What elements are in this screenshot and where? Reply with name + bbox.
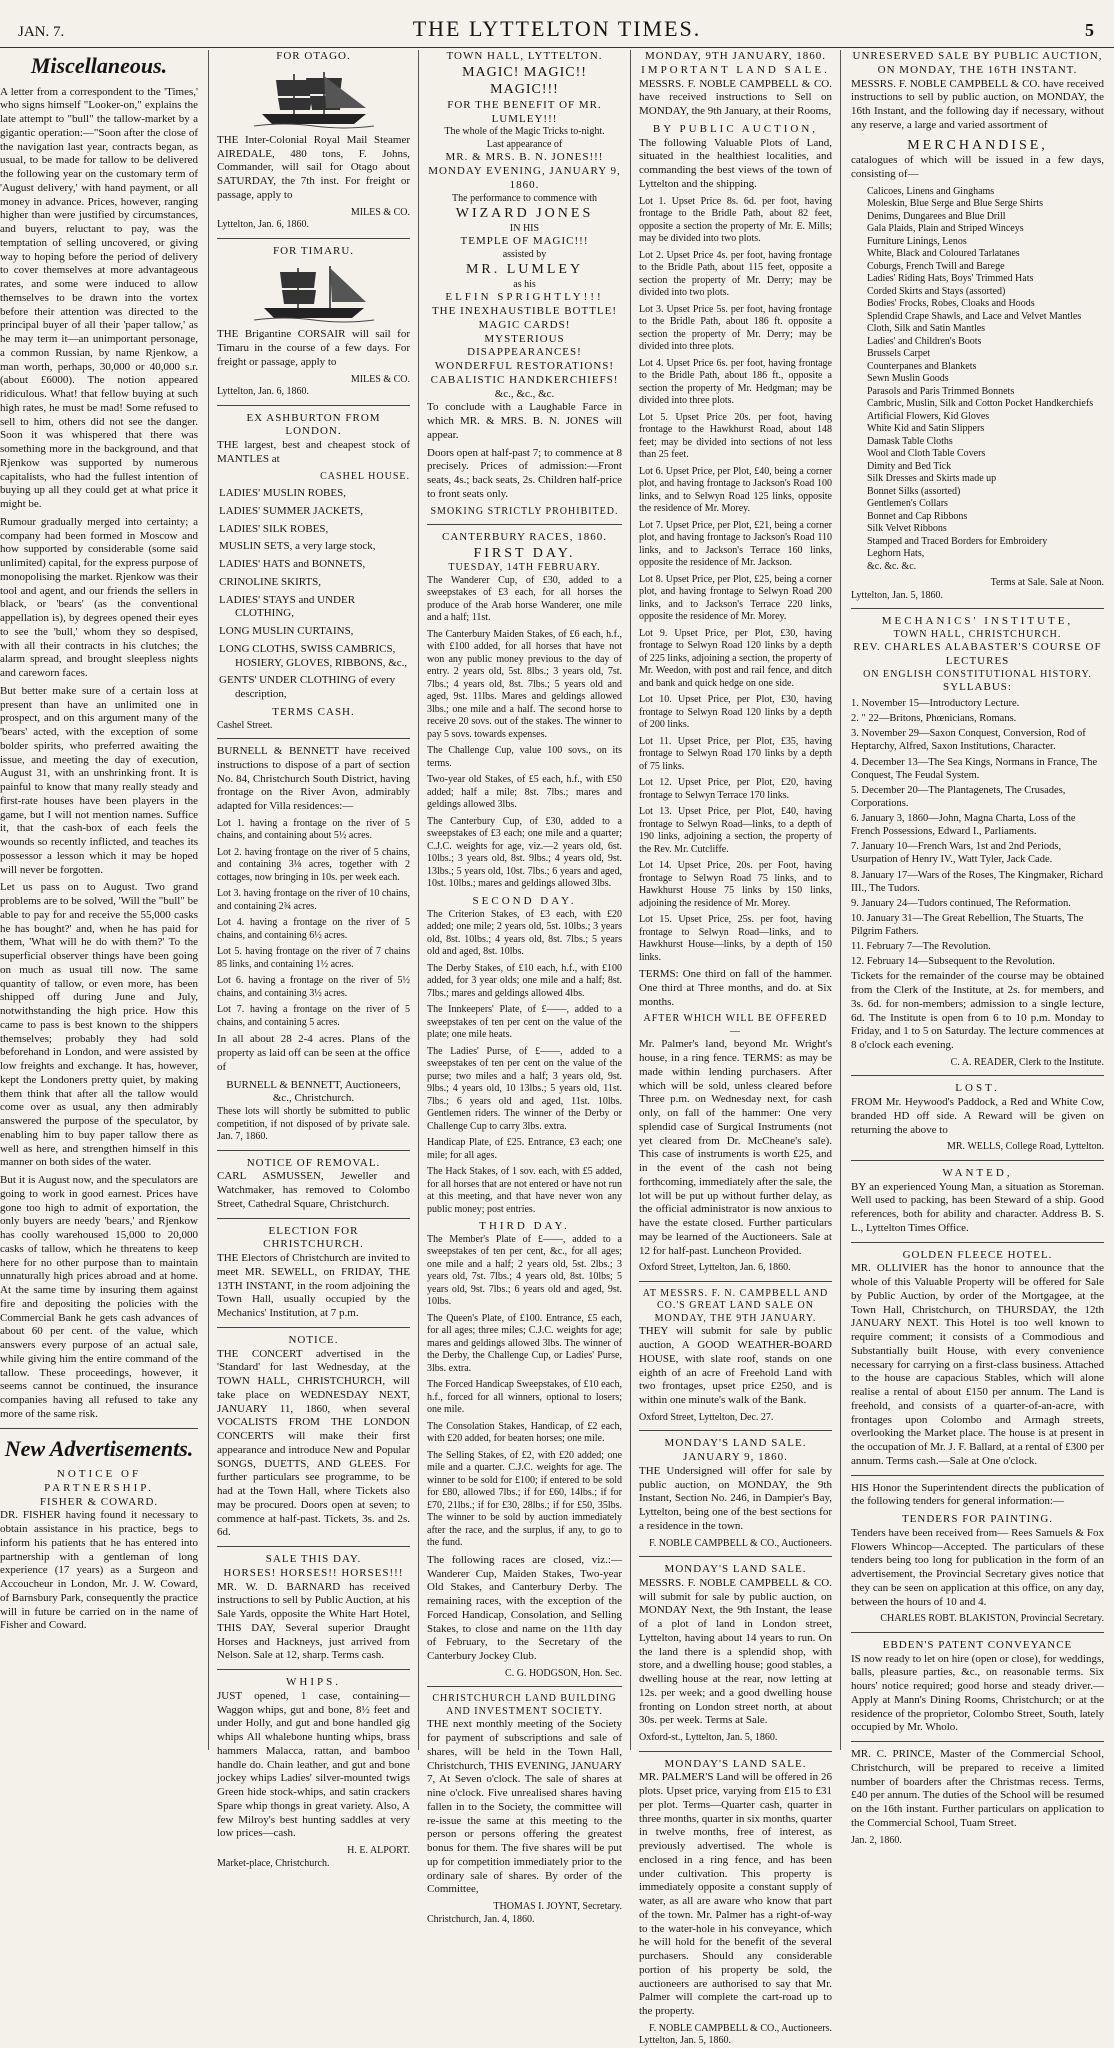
race-entry: The Canterbury Maiden Stakes, of £6 each, h.f., with £100 added, for all horses that have not won any public money previous to the day of entry. 2 years old, 5st. 8lbs.; 3 years old, 7st. 7lbs.; 4 years old, 8st. 7lbs.; 5 years old and aged, 9st. 11lbs. Mares and geldings allowed 3lbs.; one mile and a half. The second horse to receive 20 sovs. out of the stakes. The winner to pay 5 sovs. towards expenses.	[427, 628, 622, 740]
merchandise-item: Dimity and Bed Tick	[867, 460, 952, 472]
mls3-header: MONDAY'S LAND SALE.	[664, 1757, 807, 1770]
inhis-line: IN HIS	[509, 222, 540, 234]
races-signature: C. G. HODGSON, Hon. Sec.	[505, 1667, 622, 1679]
merchandise-item: Cloth, Silk and Satin Mantles	[867, 323, 986, 334]
whips-place: Market-place, Christchurch.	[217, 1857, 330, 1869]
mechanics-signature: C. A. READER, Clerk to the Institute.	[950, 1056, 1104, 1068]
merchandise-item: Furniture Linings, Lenos	[867, 235, 967, 247]
land-lot: Lot 6. Upset Price, per Plot, £40, being a corner plot, and having frontage to Jackson's Road 100 links, and to Selwyn Road 125 links, opposite the residence of Mr. Morey.	[639, 465, 832, 514]
cashel-item: LONG CLOTHS, SWISS CAMBRICS, HOSIERY, GLOVES, RIBBONS, &c.,	[219, 642, 408, 669]
ccb-signature: THOMAS I. JOYNT, Secretary.	[493, 1901, 622, 1912]
land-lot: Lot 1. Upset Price 8s. 6d. per foot, having frontage to the Bridle Path, about 82 feet, opposite a section the property of Mr. E. Mills; may be divided into two plots.	[639, 195, 832, 244]
column-2	[208, 50, 418, 1869]
divider	[639, 1430, 832, 1431]
election-body: THE Electors of Christchurch are invited to meet MR. SEWELL, on FRIDAY, THE 13TH INSTANT, in the room adjoining the Town Hall, usually occupied by the Mechanics' Institution, at 7 p.m.	[217, 1252, 410, 1319]
lecture-item: 1. November 15—Introductory Lecture.	[851, 698, 1020, 709]
merchandise-item: Artificial Flowers, Kid Gloves	[867, 410, 990, 422]
merchandise-item: Calicoes, Linens and Ginghams	[867, 185, 995, 197]
land-lot: Lot 8. Upset Price, per Plot, £25, being a corner plot, and having frontage to Selwyn Road 200 links, and to Jackson's Terrace 220 links, opposite the residence of Mr. Morey.	[639, 573, 832, 622]
campbell-following: The following Valuable Plots of Land, situated in the healthiest localities, and commanding the best views of the town of Lyttelton and the shipping.	[639, 136, 832, 190]
cashel-item: GENTS' UNDER CLOTHING of every description,	[219, 674, 396, 700]
bottle-line: THE INEXHAUSTIBLE BOTTLE!	[431, 305, 618, 317]
mechanics-sub: TOWN HALL, CHRISTCHURCH.	[893, 628, 1062, 640]
lecture-item: 10. January 31—The Great Rebellion, The Stuarts, The Pilgrim Fathers.	[851, 912, 1084, 937]
merchandise-item: Damask Table Cloths	[867, 435, 953, 447]
cashel-item: LADIES' STAYS and UNDER CLOTHING,	[219, 593, 356, 620]
article-paragraph: Let us pass on to August. Two grand problems are to be solved, 'Will the "bull" be able to pay for and receive the 55,000 casks he has bought?' and, when he has paid for them, 'What will he do with them?' To the superficial observer things have been going on much as usual till now. The same quantity of tallow, or even more, has been shipped off during June and July, notwithstanding the high price. How this came to pass is best known to the shippers themselves; probably they had sold beforehand in London, and were assisted by low freights and exchange. It has, however, kept the Londoners pretty quiet, by making them think that after all the tallow would come over as usual, any then admirably answered the purpose of the speculator, by enabling him to buy paper tallow there as well as here, and strengthen himself in this manner on both sides of the water.	[0, 881, 198, 1169]
divider	[217, 238, 410, 239]
race-entry: The Innkeepers' Plate, of £——, added to a sweepstakes of ten per cent on the value of the plate; one mile heats.	[427, 1004, 622, 1040]
miscellaneous-article	[0, 86, 198, 1422]
race-entry: The Hack Stakes, of 1 sov. each, with £5 added, for all horses that are not entered or have not run at this meeting, and that have never won any public money; post entries.	[427, 1166, 622, 1215]
terms-body: TERMS: One third on fall of the hammer. One third at Three months, and do. at Six months.	[639, 968, 832, 1008]
divider	[851, 1475, 1104, 1476]
columns	[0, 50, 1114, 2047]
divider	[217, 1669, 410, 1670]
merchandise-item: White, Black and Coloured Tarlatanes	[867, 248, 1020, 259]
race-entry: The Criterion Stakes, of £3 each, with £20 added; one mile; 2 years old, 5st. 10lbs.; 3 years old, 8st. 10lbs.; 4 years old, 8st. 7lbs.; 5 years old and aged, 8st. 10lbs.	[427, 908, 622, 957]
partnership-subtitle: FISHER & COWARD.	[39, 1495, 159, 1508]
tenders-header: TENDERS FOR PAINTING.	[901, 1513, 1054, 1526]
perf-line: The performance to commence with	[452, 192, 597, 204]
merchandise-item: Silk Dresses and Skirts made up	[867, 473, 997, 484]
golden-fleece-header: GOLDEN FLEECE HOTEL.	[902, 1248, 1053, 1261]
mls1-body: THE Undersigned will offer for sale by public auction, on MONDAY, the 9th Instant, Section No. 246, in Dampier's Bay, Lyttelton, being one of the best sections for a residence in the town.	[639, 1464, 832, 1532]
lecture-item: 9. January 24—Tudors continued, The Reformation.	[851, 897, 1071, 909]
syllabus-header: SYLLABUS:	[943, 681, 1012, 694]
burnell-signature: BURNELL & BENNETT, Auctioneers, &c., Christchurch.	[226, 1078, 401, 1105]
otago-header: FOR OTAGO.	[276, 50, 351, 62]
land-lot: Lot 14. Upset Price, 20s. per Foot, having frontage to Selwyn Road 75 links, and to Hawkhurst House 75 links by 150 links, adjoining the residence of Mr. Morey.	[639, 860, 832, 909]
cashel-item: LADIES' HATS and BONNETS,	[219, 558, 366, 570]
merchandise-item: Bodies' Frocks, Robes, Cloaks and Hoods	[867, 298, 1035, 309]
lecture-item: 7. January 10—French Wars, 1st and 2nd Periods, Usurpation of Henry IV., Watt Tyler, Jack Cade.	[851, 841, 1062, 866]
office-date: Oxford Street, Lyttelton, Jan. 6, 1860.	[639, 1262, 791, 1274]
divider	[639, 1281, 832, 1282]
assisted-line: assisted by	[502, 248, 547, 260]
temple-line: TEMPLE OF MAGIC!!!	[460, 235, 589, 247]
merchandise-item: Brussels Carpet	[867, 348, 931, 359]
merchandise-list	[867, 186, 1104, 574]
divider	[217, 1150, 410, 1151]
lecture-item: 6. January 3, 1860—John, Magna Charta, Loss of the French Possessions, Edward I., Parliaments.	[851, 813, 1076, 838]
article-paragraph: Rumour gradually merged into certainty; a company had been formed in Moscow and how supported by considerable (some said unlimited) capital, for the express purpose of monopolising the market. Rjenkow was their tool and agent, and our friends the sellers in black, or 'bears' (as the conventional appellation is), by degrees opened their eyes to see the 'bull,' whom they so despised, with all their contracts in his clutches; the alarm spread, and brought sleepless nights and careworn faces.	[0, 515, 198, 679]
land-lot: Lot 13. Upset Price, per Plot, £40, having frontage to Selwyn Road—links, to a depth of 190 links, adjoining a section, the property of the Rev. Mr. Cutcliffe.	[639, 806, 832, 855]
superintendent-body: HIS Honor the Superintendent directs the publication of the following tenders for general information:—	[851, 1481, 1104, 1508]
mls3-signature: F. NOBLE CAMPBELL & CO., Auctioneers.	[649, 2022, 832, 2034]
mls1-signature: F. NOBLE CAMPBELL & CO., Auctioneers.	[649, 1537, 832, 1549]
cashel-house: CASHEL HOUSE.	[320, 470, 410, 482]
public-auction: BY PUBLIC AUCTION,	[652, 122, 819, 135]
removal-header: NOTICE OF REMOVAL.	[246, 1156, 381, 1169]
ebden-body: IS now ready to let on hire (open or close), for weddings, balls, pleasure parties, &c., on reasonable terms. Six hours' notice required; good horse and steady driver.—Apply at Mann's Dining Rooms, Christchurch; or at the residence of the proprietor, Colombo Street, South, lately occupied by Mr. Wholo.	[851, 1652, 1104, 1734]
tenders-body: Tenders have been received from— Rees Samuels & Fox Flowers Whincop—Accepted. The particulars of these tenders being too long for publication in the form of an advertisement, the Provincial Secretary gives notice that they can be seen on application at this office, on any day, between the hours of 10 and 4.	[851, 1526, 1104, 1608]
lost-signature: MR. WELLS, College Road, Lyttelton.	[946, 1141, 1104, 1153]
ship-illustration	[254, 68, 374, 130]
after-body: Mr. Palmer's land, beyond Mr. Wright's house, in a ring fence. TERMS: as may be made within lending purchasers. After which will be sold, unless cleared before Three p.m. on Wednesday next, for cash only, on fall of the hammer: One very splendid case of Surgical Instruments (not yet cleared from Dr. McCheane's sale). This case of instruments is worth £25, and in the event of the cash not being forthcoming, immediately after the sale, the lot will be put up without further delay, as the official administrator is now anxious to have the estate closed. Further particulars may be learned of the Auctioneers. Sale at 12 for half-past. Luncheon Provided.	[639, 1038, 832, 1257]
jones-line: MR. & MRS. B. N. JONES!!!	[445, 151, 604, 164]
divider	[217, 1327, 410, 1328]
merchandise-header: MERCHANDISE,	[907, 137, 1048, 153]
brigantine-illustration	[254, 262, 374, 324]
cashel-item: LONG MUSLIN CURTAINS,	[219, 625, 354, 637]
removal-body: CARL ASMUSSEN, Jeweller and Watchmaker, has removed to Colombo Street, Cathedral Square, Christchurch.	[217, 1170, 410, 1210]
land-lot: Lot 10. Upset Price, per Plot, £30, having frontage to Selwyn Road 120 links by a depth of 200 links.	[639, 694, 832, 730]
masthead-rule	[0, 47, 1114, 48]
last-appearance: Last appearance of	[486, 138, 563, 150]
smoking-notice: SMOKING STRICTLY PROHIBITED.	[430, 505, 619, 517]
land-lot: Lot 15. Upset Price, 25s. per foot, having frontage to Selwyn Road—links, and to Hawkhurst House—links, by a depth of 150 links.	[639, 914, 832, 963]
merchandise-item: Denims, Dungarees and Blue Drill	[867, 210, 1006, 222]
sale-header: SALE THIS DAY.	[265, 1553, 362, 1565]
second-day-races	[427, 909, 622, 1217]
race-entry: The Consolation Stakes, Handicap, of £2 each, with £20 added, for beaten horses; one mile.	[427, 1420, 622, 1445]
mls3-date: Lyttelton, Jan. 5, 1860.	[639, 2035, 731, 2047]
divider	[851, 608, 1104, 609]
lecture-item: 5. December 20—The Plantagenets, The Crusades, Corporations.	[851, 784, 1066, 809]
whips-header: WHIPS.	[286, 1676, 341, 1688]
merchandise-item: Gentlemen's Collars	[867, 498, 948, 509]
race-entry: Handicap Plate, of £25. Entrance, £3 each; one mile; for all ages.	[427, 1137, 622, 1161]
otago-date: Lyttelton, Jan. 6, 1860.	[217, 219, 309, 230]
divider	[639, 1751, 832, 1752]
horses-header: HORSES! HORSES!! HORSES!!!	[223, 1566, 404, 1579]
merchandise-item: &c. &c. &c.	[867, 560, 917, 572]
monday-line: MONDAY EVENING, JANUARY 9, 1860.	[428, 165, 621, 191]
divider	[0, 1428, 198, 1429]
races-tail: The following races are closed, viz.:—Wanderer Cup, Maiden Stakes, Two-year Old Stakes, and Canterbury Derby. The remaining races, with the exception of the Forced Handicap, Consolation, and Selling Stakes, to close and name on the 11th day of February, to the Secretary of the Canterbury Jockey Club.	[427, 1553, 622, 1662]
campbell-lots	[639, 196, 832, 965]
burnell-tail: These lots will shortly be submitted to public competition, if not disposed of by private sale. Jan. 7, 1860.	[217, 1106, 410, 1142]
merchandise-item: Splendid Crape Shawls, and Lace and Velvet Mantles	[867, 310, 1082, 322]
prince-body: MR. C. PRINCE, Master of the Commercial School, Christchurch, will be prepared to receive a limited number of boarders after the Christmas recess. Terms, £40 per annum. The duties of the School will be resumed on the 16th instant. Further particulars on application to the Commercial School, Tuam Street.	[851, 1748, 1104, 1829]
merchandise-item: Bonnet Silks (assorted)	[867, 485, 961, 497]
divider	[217, 1546, 410, 1547]
alabaster-header: REV. CHARLES ALABASTER'S COURSE OF LECTURES	[853, 641, 1102, 667]
race-entry: The Ladies' Purse, of £——, added to a sweepstakes of ten per cent on the value of the purse; two miles and a half; 3 years old, 9st. 9lbs.; 4 years old, 10 13lbs.; 5 years old, 11st. 7lbs.; 6 years old and aged, 11st. 10lbs. Gentlemen riders. The winner of the Derby or Challenge Cup to carry 3lbs. extra.	[427, 1045, 622, 1132]
divider	[851, 1242, 1104, 1243]
merchandise-item: Stamped and Traced Borders for Embroidery	[867, 535, 1048, 547]
unreserved-body: MESSRS. F. NOBLE CAMPBELL & CO. have received instructions to sell by public auction, on MONDAY, the 16th Instant, and the following day if necessary, without any reserve, a large and varied assortment of	[851, 77, 1104, 131]
date-line: MONDAY, 9TH JANUARY, 1860.	[644, 50, 827, 62]
land-lot: Lot 2. Upset Price 4s. per foot, having frontage to the Bridle Path, about 115 feet, opposite a section the property of Mr. Derry; may be divided into two plots.	[639, 249, 832, 298]
cashel-item: MUSLIN SETS, a very large stock,	[219, 540, 376, 553]
divider	[427, 524, 622, 525]
land-lot: Lot 5. Upset Price 20s. per foot, having frontage to the Hawkhurst Road, about 148 feet; may be divided into sections of not less than 25 feet.	[639, 411, 832, 460]
race-entry: The Selling Stakes, of £2, with £20 added; one mile and a quarter. C.J.C. weights for age. The winner to be sold for £100; if entered to be sold for £80, allowed 7lbs.; if for £60, 14lbs.; if for £70, 21lbs.; if for £30, 28lbs.; if for £50, 35lbs. The winner to be sold by auction immediately after the race, and the surplus, if any, to go to the fund.	[427, 1449, 622, 1549]
burnell-lot: Lot 1. having a frontage on the river of 5 chains, and containing about 5½ acres.	[217, 817, 410, 842]
lost-body: FROM Mr. Heywood's Paddock, a Red and White Cow, branded HD off side. A Reward will be given on returning the above to	[851, 1096, 1104, 1136]
cashel-street: Cashel Street.	[217, 719, 273, 731]
cards-line: MAGIC CARDS!	[478, 318, 571, 331]
race-entry: The Wanderer Cup, of £30, added to a sweepstakes of £3 each, for all horses the produce of the Arab horse Wanderer, one mile and a half; 11st.	[427, 574, 622, 624]
mls1-header: MONDAY'S LAND SALE. JANUARY 9, 1860.	[664, 1437, 807, 1463]
conclude-text: To conclude with a Laughable Farce in which MR. & MRS. B. N. JONES will appear.	[427, 401, 622, 441]
golden-fleece-body: MR. OLLIVIER has the honor to announce that the whole of this Valuable Property will be offered for Sale by Public Auction, by order of the Mortgagee, at the Town Hall, Christchurch, on THURSDAY, the 12th JANUARY NEXT. This Hotel is too well known to require comment; it consists of a Commodious and Substantially built House, with every convenience necessary for carrying on a first-class business. Attached to the house are capacious Stables, which will alone realise a rental of about £150 per annum. The Land is freehold, and consists of a quarter-of-an-acre, with frontages upon Colombo and Armagh streets, overlooking the Market place. The house is at present in the occupation of Mr. J. F. Ballard, at a rental of £300 per annum. Terms cash.—Sale at One o'clock.	[851, 1262, 1104, 1467]
ashburton-body: THE largest, best and cheapest stock of MANTLES at	[217, 439, 410, 465]
burnell-lot: Lot 7. having a frontage on the river of 5 chains, and containing 5 acres.	[217, 1004, 410, 1028]
burnell-total: In all about 28 2-4 acres. Plans of the property as laid off can be seen at the office of	[217, 1033, 410, 1073]
first-day-header: FIRST DAY.	[473, 545, 576, 561]
prince-date: Jan. 2, 1860.	[851, 1834, 902, 1846]
third-day-races	[427, 1234, 622, 1550]
miscellaneous-heading: Miscellaneous.	[30, 53, 168, 78]
burnell-lot: Lot 5. having frontage on the river of 7 chains 85 links, and containing 1½ acres.	[217, 946, 410, 970]
mechanics-body: Tickets for the remainder of the course may be obtained from the Clerk of the Institute, at 2s. for members, and 3s. 6d. for non-members; admission to a single lecture, 6d. The Institute is open from 6 to 10 p.m. Monday to Friday, and 1 to 5 on Saturday. The lecture commences at 8 o'clock each evening.	[851, 970, 1104, 1052]
lecture-item: 12. February 14—Subsequent to the Revolution.	[851, 956, 1055, 968]
ebden-header: EBDEN'S PATENT CONVEYANCE	[882, 1638, 1073, 1651]
merchandise-item: Wool and Cloth Table Covers	[867, 448, 986, 459]
divider	[217, 1218, 410, 1219]
divider	[217, 738, 410, 739]
merchandise-item: Ladies' Riding Hats, Boys' Trimmed Hats	[867, 273, 1034, 284]
concert-body: THE CONCERT advertised in the 'Standard' for last Wednesday, at the TOWN HALL, CHRISTCHURCH, will take place on WEDNESDAY NEXT, JANUARY 11, 1860, when several VOCALISTS FROM THE LONDON CONCERTS will make their first appearance and introduce New and Popular SONGS, DUETTS, AND GLEES. For further particulars see programme, to be had at the Town Hall, where Tickets also may be procured. Doors open at seven; to commence at half-past. Tickets, 3s. and 2s. 6d.	[217, 1347, 410, 1539]
unreserved-terms: Terms at Sale. Sale at Noon.	[990, 577, 1104, 588]
lecture-item: 4. December 13—The Sea Kings, Normans in France, The Conquest, The Feudal System.	[851, 756, 1098, 781]
land-lot: Lot 4. Upset Price 6s. per foot, having frontage to the Bridle Path, about 186 ft., opposite a section the property of Mr. Hedgman; may be divided into three plots.	[639, 357, 832, 406]
horses-body: MR. W. D. BARNARD has received instructions to sell by Public Auction, at his Sale Yards, opposite the White Hart Hotel, THIS DAY, Several superior Draught Horses and Hackneys, just arrived from Nelson. Sale at 12, sharp. Terms cash.	[217, 1580, 410, 1662]
timaru-signature: MILES & CO.	[350, 373, 410, 385]
ccb-date: Christchurch, Jan. 4, 1860.	[427, 1913, 535, 1925]
mls2-body: MESSRS. F. NOBLE CAMPBELL & CO. will submit for sale by public auction, on MONDAY Next, the 9th Instant, the lease of a plot of land in London street, Lyttelton, having about 14 years to run. On the land there is a splendid shop, with store, and a dwelling house; good stables, a dwelling house at the rear, now letting at 12s. per week; and a good dwelling house fronting on London street north, at about 30s. per week. Terms at Sale.	[639, 1576, 832, 1727]
race-entry: The Member's Plate of £——, added to a sweepstakes of ten per cent, &c., for all ages; one mile and a half; 2 years old, 5st. 2lbs.; 3 years old, 7st. 7lbs.; 4 years old, 8st. 10lbs; 5 years old, 9st. 7lbs.; 6 years old and aged, 9st. 10lbs.	[427, 1233, 622, 1308]
mls2-header: MONDAY'S LAND SALE.	[664, 1563, 807, 1575]
burnell-lot: Lot 4. having a frontage on the river of 5 chains, and containing 6½ acres.	[217, 917, 410, 941]
timaru-header: FOR TIMARU.	[272, 244, 355, 257]
race-entry: Two-year old Stakes, of £5 each, h.f., with £50 added; half a mile; 8st. 7lbs.; mares and geldings allowed 3lbs.	[427, 774, 622, 811]
townhall-header: TOWN HALL, LYTTELTON.	[446, 50, 603, 62]
burnell-lot: Lot 6. having a frontage on the river of 5½ chains, and containing 3½ acres.	[217, 975, 410, 999]
mls3-body: MR. PALMER'S Land will be offered in 26 plots. Upset price, varying from £15 to £31 per plot. Terms—Quarter cash, quarter in three months, quarter in six months, quarter in twelve months, free of interest, as previously advertised. The whole is enclosed in a ring fence, and has been under cultivation. This property is immediately opposite a constant supply of water, as all are aware who know that part of the town. Mr. Palmer has a right-of-way to the water-hole in his conveyance, which he will hold for the benefit of the several purchasers. Should any considerable portion of his property be sold, the auctioneers are authorised to say that Mr. Palmer will complete the cart-road up to the property.	[639, 1771, 832, 2017]
timaru-body: THE Brigantine CORSAIR will sail for Timaru in the course of a few days. For freight or passage, apply to	[217, 328, 410, 368]
elfin-line: ELFIN SPRIGHTLY!!!	[445, 291, 604, 304]
race-entry: The Derby Stakes, of £10 each, h.f., with £100 added, for 3 year olds; one mile and a half; 8st. 7lbs.; mares and geldings allowed 4lbs.	[427, 962, 622, 999]
benefit-line: FOR THE BENEFIT OF MR. LUMLEY!!!	[447, 98, 602, 125]
partnership-title: NOTICE OF PARTNERSHIP.	[44, 1468, 154, 1494]
whole-line: The whole of the Magic Tricks to-night.	[444, 126, 605, 138]
divider	[639, 1556, 832, 1557]
divider	[851, 1741, 1104, 1742]
column-5	[840, 50, 1114, 1846]
unreserved-header: UNRESERVED SALE BY PUBLIC AUCTION, ON MONDAY, THE 16TH INSTANT.	[852, 50, 1103, 76]
lecture-item: 2. " 22—Britons, Phœnicians, Romans.	[851, 713, 1017, 725]
merchandise-item: Ladies' and Children's Boots	[867, 335, 982, 347]
column-3	[418, 50, 630, 1925]
tenders-signature: CHARLES ROBT. BLAKISTON, Provincial Secretary.	[880, 1613, 1104, 1625]
divider	[851, 1632, 1104, 1633]
cashel-item: LADIES' SUMMER JACKETS,	[219, 504, 364, 517]
masthead-title: THE LYTTELTON TIMES.	[412, 16, 702, 41]
merchandise-item: Moleskin, Blue Serge and Blue Serge Shirts	[867, 198, 1044, 209]
lecture-item: 8. January 17—Wars of the Roses, The Kingmaker, Richard III., The Tudors.	[851, 869, 1103, 894]
race-entry: The Queen's Plate, of £100. Entrance, £5 each, for all ages; three miles; C.J.C. weights for age; mares and geldings allowed 3lbs. The winner of the Derby, the Challenge Cup, or Ladies' Purse, 3lbs. extra.	[427, 1312, 622, 1374]
first-day-races	[427, 575, 622, 891]
merchandise-item: White Kid and Satin Slippers	[867, 423, 985, 434]
page-number: 5	[1085, 20, 1094, 40]
lecture-item: 3. November 29—Saxon Conquest, Conversion, Rod of Heptarchy, Alfred, Saxon Institutions, Character.	[851, 728, 1086, 753]
campbell-intro: MESSRS. F. NOBLE CAMPBELL & CO. have received instructions to Sell on MONDAY, the 9th January, at their Rooms,	[639, 77, 832, 117]
merchandise-item: Sewn Muslin Goods	[867, 373, 949, 384]
land-lot: Lot 9. Upset Price, per Plot, £30, having frontage to Selwyn Road 120 links by a depth of 225 links, adjoining a section, the property of Mr. Weedon, with post and rail fence, and ditch and bank and quick hedge on one side.	[639, 627, 832, 689]
column-1	[0, 50, 204, 1750]
alabaster-sub: ON ENGLISH CONSTITUTIONAL HISTORY.	[863, 668, 1092, 680]
cashel-items	[217, 487, 410, 702]
after-which: AFTER WHICH WILL BE OFFERED—	[643, 1013, 828, 1037]
article-paragraph: A letter from a correspondent to the 'Times,' who signs himself "Looker-on," explains the late attempt to "bull" the tallow-market by a gigantic operation:—"Soon after the close of the navigation last year, contracts began, as usual, to be made for tallow to be delivered the following year on the customary term of 'August delivery,' with hand payment, or all money in advance. Prices, however, ranging higher than were justified by circumstances, and buyers, reluctant to pay, was the temptation of selling uncovered, or giving way to hoping before the period of delivery to cover themselves at more advantageous rates, and some were induced to allow themselves to be drawn into the vortex before their attention was directed to the principal buyer of all their 'paper tallow,' as he may term it—an unimportant personage, a common Russian, by name Rjenkow, a man worth, perhaps, 30,000 or 40,000 s.r. (about £6000). The notion appeared ridiculous. What! that fellow buying at such high rates, he must be mad! Some refused to sell to him, others did not see the danger. Soon it was whispered that there was something more in the background, and that Rjenkow was supported by numerous capitalists, who had the fullest intention of buying up all they could get at what price it might be.	[0, 85, 198, 510]
lost-header: LOST.	[955, 1082, 1000, 1095]
burnell-lots	[217, 818, 410, 1030]
otago-signature: MILES & CO.	[350, 206, 410, 218]
second-day-header: SECOND DAY.	[472, 894, 577, 907]
cabalistic-line: CABALISTIC HANDKERCHIEFS!	[430, 373, 619, 386]
unreserved-date: Lyttelton, Jan. 5, 1860.	[851, 589, 943, 601]
burnell-lot: Lot 2. having frontage on the river of 5 chains, and containing 3⅛ acres, together with 2 cottages, now bringing in 10s. per week each.	[217, 846, 410, 883]
burnell-lot: Lot 3. having frontage on the river of 10 chains, and containing 2¾ acres.	[217, 888, 410, 912]
etc-line: &c., &c., &c.	[494, 387, 555, 400]
wanted-body: BY an experienced Young Man, a situation as Storeman. Well used to packing, has been Steward of a ship. Good references, both for ability and character. Address B. S. L., Lyttelton Times Office.	[851, 1180, 1104, 1234]
cashel-item: CRINOLINE SKIRTS,	[219, 575, 322, 588]
terms-cash: TERMS CASH.	[272, 705, 355, 718]
race-entry: The Forced Handicap Sweepstakes, of £10 each, h.f., forced for all winners, optional to losers; one mile.	[427, 1379, 622, 1416]
catalogue-text: catalogues of which will be issued in a few days, consisting of—	[851, 154, 1104, 180]
notice-header: NOTICE.	[288, 1333, 339, 1346]
column-4	[630, 50, 840, 2047]
ccb-header: CHRISTCHURCH LAND BUILDING AND INVESTMENT SOCIETY.	[432, 1693, 617, 1717]
otago-body: THE Inter-Colonial Royal Mail Steamer AIREDALE, 480 tons, F. Johns, Commander, will sail for Otago about SATURDAY, the 7th inst. For freight or passage, apply to	[217, 133, 410, 201]
tuesday-line: TUESDAY, 14TH FEBRUARY.	[448, 562, 601, 574]
article-paragraph: But it is August now, and the speculators are going to work in good earnest. Prices have gone too high to admit of exportation, the only buyers are needy 'bears,' and Rjenkow has coolly warehoused 15,000 to 20,000 casks of tallow, which he threatens to keep here for no other purpose than to maintain unnaturally high prices abroad and at home. At the same time by insuring them against fire and depositing the policies with the Commercial Bank he gets cash advances of about 60 per cent. of the value, which answers every purpose of an actual sale, while giving him the entire command of the tallow. These proceedings, however, it seems cannot be continued, the insurance companies having all refused to take any more of the same risk.	[0, 1174, 198, 1420]
mechanics-header: MECHANICS' INSTITUTE,	[881, 615, 1074, 627]
masthead-date: JAN. 7.	[18, 24, 65, 40]
race-entry: The Challenge Cup, value 100 sovs., on its terms.	[427, 745, 622, 769]
wizard-line: WIZARD JONES	[455, 206, 594, 221]
third-day-header: THIRD DAY.	[479, 1220, 570, 1232]
land-lot: Lot 7. Upset Price, per Plot, £21, being a corner plot, and having frontage to Jackson's Road 110 links, and to Jackson's Terrace 160 links, opposite the residence of Mr. Jackson.	[639, 519, 832, 568]
wanted-header: WANTED,	[942, 1166, 1013, 1179]
merchandise-item: Counterpanes and Blankets	[867, 360, 977, 372]
merchandise-item: Gala Plaids, Plain and Striped Winceys	[867, 223, 1024, 234]
ccb-body: THE next monthly meeting of the Society for payment of subscriptions and sale of shares, will be held in the Town Hall, Christchurch, THIS EVENING, JANUARY 7, At Seven o'clock. The sale of shares at nine o'clock. Five unrealised shares having fallen in to the Society, the committee will re-issue the same at this meeting to the person or persons offering the greatest bonus for them. The five shares will be put up for competition immediately prior to the ordinary sale of shares. By order of the Committee,	[427, 1718, 622, 1896]
masthead	[0, 0, 1114, 52]
great-sale-header: AT MESSRS. F. N. CAMPBELL AND CO.'S GREAT LAND SALE ON MONDAY, THE 9TH JANUARY.	[642, 1287, 829, 1324]
land-lot: Lot 3. Upset Price 5s. per foot, having frontage to the Bridle Path, about 186 ft. opposite a section the property of Mr. Derry; may be divided into three plots.	[639, 303, 832, 352]
land-lot: Lot 12. Upset Price, per Plot, £20, having frontage to Selwyn Terrace 170 links.	[639, 777, 832, 801]
merchandise-item: Parasols and Paris Trimmed Bonnets	[867, 385, 1015, 397]
divider	[851, 1160, 1104, 1161]
ashis-line: as his	[513, 278, 536, 290]
partnership-body: DR. FISHER having found it necessary to obtain assistance in his practice, begs to inform his patients that he has entered into partnership with a gentleman of long experience (17 years) as a Surgeon and Accoucheur in London, Mr. J. W. Coward, of Barnsbury Park, consequently the practice will in future be carried on in the name of Fisher and Coward.	[0, 1509, 198, 1632]
timaru-date: Lyttelton, Jan. 6, 1860.	[217, 386, 309, 397]
lecture-list	[851, 697, 1104, 968]
great-sale-body: THEY will submit for sale by public auction, A GOOD WEATHER-BOARD HOUSE, with slate roof, stands on one eighth of an acre of Freehold Land with two frontages, upset price £250, and is within one minute's walk of the Bank.	[639, 1325, 832, 1406]
ashburton-header: EX ASHBURTON FROM LONDON.	[246, 411, 381, 438]
races-header: CANTERBURY RACES, 1860.	[441, 531, 607, 543]
burnell-body: BURNELL & BENNETT have received instructions to dispose of a part of section No. 84, Christchurch South District, having frontage on the River Avon, admirably adapted for Villa residences:—	[217, 745, 410, 812]
race-entry: The Canterbury Cup, of £30, added to a sweepstakes of £3 each; one mile and a quarter; C.J.C. weights for age, viz.—2 years old, 6st. 10lbs.; 3 years old, 8st. 9lbs.; 4 years old, 9st. 13lbs.; 5 years old, 10st. 7lbs.; 6 years and aged, 10st. 10lbs.; mares and geldings allowed 3lbs.	[427, 815, 622, 890]
election-header: ELECTION FOR CHRISTCHURCH.	[263, 1224, 364, 1251]
merchandise-item: Cambric, Muslin, Silk and Cotton Pocket Handkerchiefs	[867, 398, 1094, 409]
cashel-item: LADIES' MUSLIN ROBES,	[219, 487, 346, 499]
merchandise-item: Leghorn Hats,	[867, 548, 925, 559]
doors-text: Doors open at half-past 7; to commence at 8 precisely. Prices of admission:—Front seats, 4s.; back seats, 2s. Children half-price to front seats only.	[427, 446, 622, 500]
cashel-item: LADIES' SILK ROBES,	[219, 522, 329, 535]
whips-signature: H. E. ALPORT.	[347, 1845, 410, 1856]
wonderful-line: WONDERFUL RESTORATIONS!	[434, 360, 615, 372]
land-lot: Lot 11. Upset Price, per Plot, £35, having frontage to Selwyn Road 170 links by a depth of 75 links.	[639, 735, 832, 772]
mysterious-line: MYSTERIOUS DISAPPEARANCES!	[467, 332, 582, 359]
lecture-item: 11. February 7—The Revolution.	[851, 941, 991, 953]
merchandise-item: Coburgs, French Twill and Barege	[867, 260, 1005, 272]
merchandise-item: Silk Velvet Ribbons	[867, 523, 947, 534]
article-paragraph: But better make sure of a certain loss at present than have an unlimited one in prospect, and on this argument many of the 'bears' acted, with the exception of some bolder spirits, who preferred awaiting the issue, and meeting the day of execution, August 31, with an unshrinking front. It is painful to know that many really steady and first-rate houses have been players in the game, but I will not mention names. Suffice it, that the cash-box of each feels the wounds so recently inflicted, and teaches its possessor a lesson which it may be hoped will never be forgotten.	[0, 684, 198, 876]
new-advertisements-heading: New Advertisements.	[4, 1435, 194, 1461]
divider	[217, 405, 410, 406]
divider	[851, 1075, 1104, 1076]
great-sale-date: Oxford Street, Lyttelton, Dec. 27.	[639, 1411, 774, 1423]
mls2-date: Oxford-st., Lyttelton, Jan. 5, 1860.	[639, 1732, 778, 1743]
magic-line: MAGIC! MAGIC!! MAGIC!!!	[462, 64, 587, 98]
merchandise-item: Corded Skirts and Stays (assorted)	[867, 285, 1006, 297]
lumley-line: MR. LUMLEY	[465, 262, 584, 278]
whips-body: JUST opened, 1 case, containing— Waggon whips, gut and bone, 8½ feet and under Holly, and gut and bone handled gig whips All whalebone hunting whips, brass hammers Malacca, rattan, and bamboo handle do. Chain leather, and gut and bone jockey whips Ladies' silver-mounted twigs Green hide stock-whips, and satin crackers Spare whip thongs in great variety. Also, A few Milroy's best hunting saddles at very low prices—cash.	[217, 1689, 410, 1840]
important-land-sale: IMPORTANT LAND SALE.	[641, 63, 830, 76]
merchandise-item: Bonnet and Cap Ribbons	[867, 510, 968, 522]
divider	[427, 1686, 622, 1687]
